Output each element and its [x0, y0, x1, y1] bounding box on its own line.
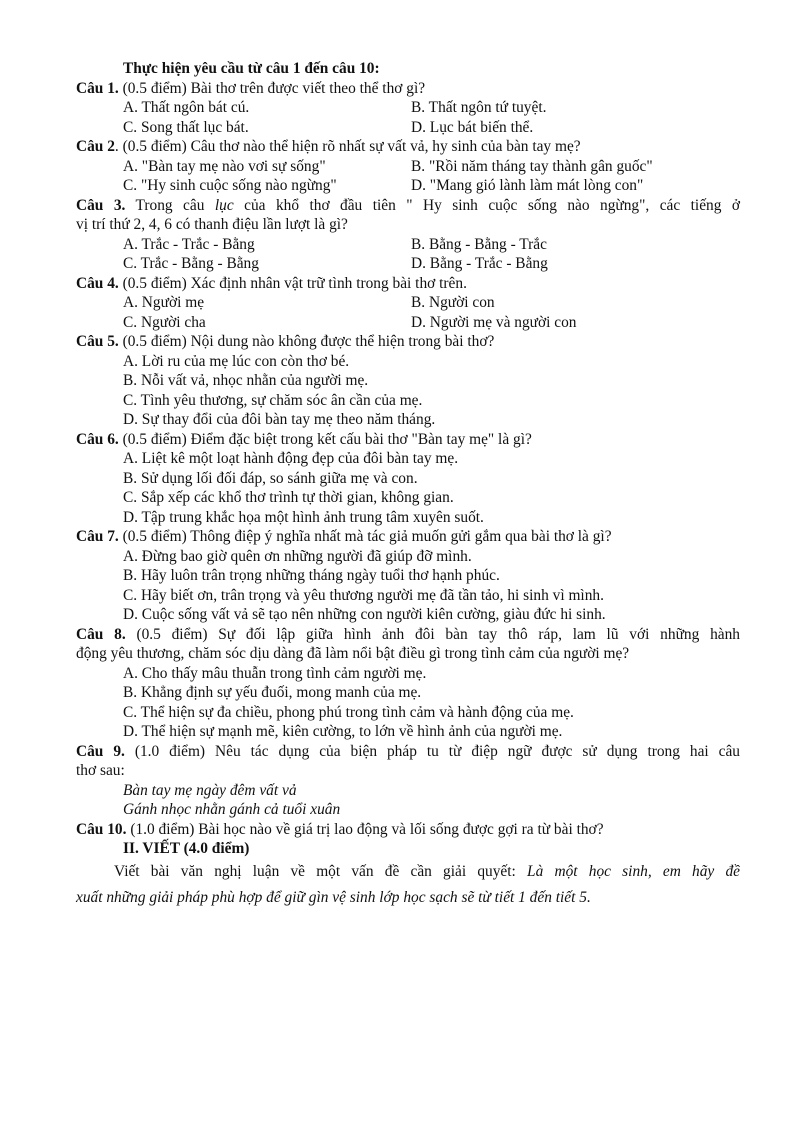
reading-questions	[76, 59, 740, 911]
options-row	[76, 293, 740, 313]
option-b: B. Bằng - Bằng - Trắc	[411, 235, 547, 253]
option-c: C. Tình yêu thương, sự chăm sóc ân cần của mẹ.	[123, 391, 423, 409]
question-label: Câu 7.	[76, 528, 119, 545]
options-row	[76, 118, 740, 138]
option-a: A. Liệt kê một loạt hành động đẹp của đôi bàn tay mẹ.	[123, 450, 459, 467]
question-text: (1.0 điểm) Bài học nào về giá trị lao động và lối sống được gợi ra từ bài thơ?	[126, 820, 604, 838]
question-text: . (0.5 điểm) Câu thơ nào thể hiện rõ nhất sự vất vả, hy sinh của bàn tay mẹ?	[114, 138, 581, 155]
question-label: Câu 1.	[76, 79, 119, 97]
question-text: (0.5 điểm) Điểm đặc biệt trong kết cấu bài thơ "Bàn tay mẹ" là gì?	[118, 430, 532, 448]
option-b: B. Thất ngôn tứ tuyệt.	[411, 99, 547, 116]
writing-prompt-italic-continued: xuất những giải pháp phù hợp để giữ gìn vệ sinh lớp học sạch sẽ từ tiết 1 đến tiết 5.	[76, 888, 591, 906]
question-6	[76, 430, 740, 450]
question-text-italic: lục	[214, 196, 234, 214]
writing-prompt	[76, 859, 740, 911]
option-a: A. Trắc - Trắc - Bằng	[123, 235, 255, 253]
section-intro: Thực hiện yêu cầu từ câu 1 đến câu 10:	[123, 60, 380, 77]
option-d: D. Sự thay đổi của đôi bàn tay mẹ theo năm tháng.	[123, 411, 436, 428]
option-c: C. Hãy biết ơn, trân trọng và yêu thương người mẹ đã tần tảo, hi sinh vì mình.	[123, 586, 604, 604]
question-text: (0.5 điểm) Sự đối lập giữa hình ảnh đôi bàn tay thô ráp, lam lũ với những hành	[125, 625, 740, 643]
question-text-continued: vị trí thứ 2, 4, 6 có thanh điệu lần lượt là gì?	[76, 216, 348, 233]
question-8	[76, 625, 740, 645]
writing-prompt-italic: Là một học sinh, em hãy đề	[527, 862, 740, 880]
option-b: B. Sử dụng lối đối đáp, so sánh giữa mẹ và con.	[123, 469, 418, 487]
options-row	[76, 98, 740, 118]
option-d: D. Thể hiện sự mạnh mẽ, kiên cường, to lớn về hình ảnh của người mẹ.	[123, 723, 563, 740]
option-a: A. Người mẹ	[123, 294, 205, 311]
question-text-continued: thơ sau:	[76, 762, 125, 779]
question-label: Câu 6.	[76, 430, 119, 448]
question-5	[76, 332, 740, 352]
option-b: B. Nỗi vất vả, nhọc nhằn của người mẹ.	[123, 372, 369, 389]
question-label: Câu 10.	[76, 820, 127, 838]
option-b: B. Khẳng định sự yếu đuối, mong manh của mẹ.	[123, 684, 422, 701]
option-a: A. Lời ru của mẹ lúc con còn thơ bé.	[123, 352, 350, 370]
option-c: C. Trắc - Bằng - Bằng	[123, 255, 259, 272]
option-c: C. Thể hiện sự đa chiều, phong phú trong tình cảm và hành động của mẹ.	[123, 703, 574, 721]
question-text: (0.5 điểm) Thông điệp ý nghĩa nhất mà tác giả muốn gửi gắm qua bài thơ là gì?	[118, 528, 612, 545]
question-text: của khổ thơ đầu tiên " Hy sinh cuộc sống nào ngừng", các tiếng ở	[233, 196, 741, 214]
option-d: D. Lục bát biến thể.	[411, 118, 534, 136]
question-text: (0.5 điểm) Nội dung nào không được thể hiện trong bài thơ?	[118, 333, 495, 350]
question-label: Câu 5.	[76, 333, 119, 350]
question-text-continued: động yêu thương, chăm sóc dịu dàng đã làm nổi bật điều gì trong tình cảm của người mẹ?	[76, 645, 630, 662]
options-row	[76, 313, 740, 333]
question-text: Trong câu	[125, 196, 215, 214]
question-10	[76, 820, 740, 840]
option-d: D. Tập trung khắc họa một hình ảnh trung tâm xuyên suốt.	[123, 508, 484, 526]
option-c: C. Song thất lục bát.	[123, 118, 249, 136]
question-label: Câu 9.	[76, 742, 125, 760]
question-text: (1.0 điểm) Nêu tác dụng của biện pháp tu từ điệp ngữ được sử dụng trong hai câu	[124, 742, 740, 760]
option-b: B. Người con	[411, 294, 495, 311]
question-1	[76, 79, 740, 99]
options-row	[76, 176, 740, 196]
question-label: Câu 2	[76, 138, 115, 155]
option-a: A. Thất ngôn bát cú.	[123, 99, 250, 116]
options-row	[76, 235, 740, 255]
option-c: C. "Hy sinh cuộc sống nào ngừng"	[123, 177, 337, 194]
verse-line: Gánh nhọc nhằn gánh cả tuổi xuân	[123, 801, 341, 818]
option-b: B. Hãy luôn trân trọng những tháng ngày tuổi thơ hạnh phúc.	[123, 567, 500, 584]
option-b: B. "Rồi năm tháng tay thành gân guốc"	[411, 157, 653, 175]
question-3	[76, 196, 740, 216]
verse-line: Bàn tay mẹ ngày đêm vất vả	[123, 781, 297, 799]
option-d: D. Người mẹ và người con	[411, 313, 577, 331]
question-7	[76, 527, 740, 547]
question-9	[76, 742, 740, 762]
question-2	[76, 137, 740, 157]
writing-heading: II. VIẾT (4.0 điểm)	[123, 840, 250, 857]
question-text: (0.5 điểm) Xác định nhân vật trữ tình trong bài thơ trên.	[118, 274, 467, 292]
writing-prompt-line	[76, 859, 740, 885]
writing-prompt-text: Viết bài văn nghị luận về một vấn đề cần giải quyết:	[114, 862, 528, 880]
question-text: (0.5 điểm) Bài thơ trên được viết theo thể thơ gì?	[118, 79, 426, 97]
options-row	[76, 254, 740, 274]
option-a: A. "Bàn tay mẹ nào vơi sự sống"	[123, 157, 326, 175]
option-a: A. Đừng bao giờ quên ơn những người đã giúp đỡ mình.	[123, 547, 472, 565]
option-d: D. Bằng - Trắc - Bằng	[411, 255, 548, 272]
option-a: A. Cho thấy mâu thuẫn trong tình cảm người mẹ.	[123, 664, 427, 682]
question-label: Câu 4.	[76, 274, 119, 292]
question-4	[76, 274, 740, 294]
option-d: D. "Mang gió lành làm mát lòng con"	[411, 177, 644, 194]
option-d: D. Cuộc sống vất vả sẽ tạo nên những con người kiên cường, giàu đức hi sinh.	[123, 606, 606, 623]
option-c: C. Sắp xếp các khổ thơ trình tự thời gian, không gian.	[123, 489, 454, 506]
question-label: Câu 8.	[76, 625, 126, 643]
option-c: C. Người cha	[123, 313, 206, 331]
options-row	[76, 157, 740, 177]
question-label: Câu 3.	[76, 196, 126, 214]
